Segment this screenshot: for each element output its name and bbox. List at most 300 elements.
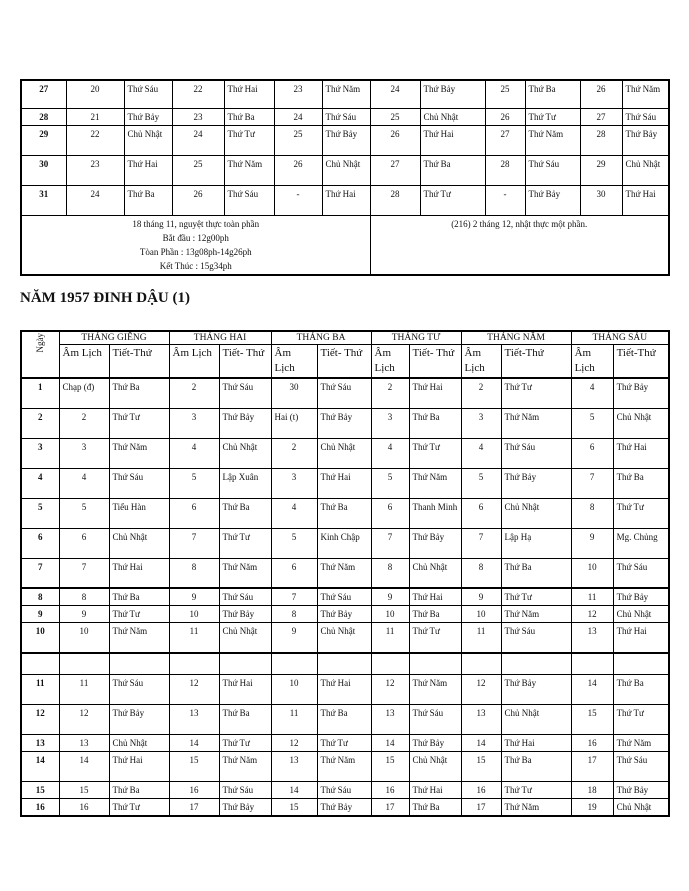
lunar-date: Chạp (đ) xyxy=(59,378,109,408)
weekday-cell: Thứ Năm xyxy=(219,558,271,588)
weekday-cell: Thứ Bảy xyxy=(219,408,271,438)
weekday-cell: Thứ Bảy xyxy=(501,468,571,498)
weekday-cell: Thứ Ba xyxy=(420,155,485,185)
tiet-thu-header: Tiết- Thứ xyxy=(409,345,461,379)
lunar-date: 5 xyxy=(371,468,409,498)
weekday-cell: Thứ Hai xyxy=(109,558,169,588)
lunar-date: 7 xyxy=(59,558,109,588)
weekday-cell: Chủ Nhật xyxy=(219,623,271,653)
weekday-cell: Thứ Năm xyxy=(501,408,571,438)
weekday-cell: Thứ Tư xyxy=(420,185,485,215)
lunar-date: 5 xyxy=(571,408,613,438)
lunar-date: 4 xyxy=(461,438,501,468)
lunar-date: 26 xyxy=(485,108,525,125)
weekday-cell: Thứ Năm xyxy=(525,125,580,155)
lunar-date: 19 xyxy=(571,799,613,817)
table-row xyxy=(21,623,669,653)
weekday-cell: Thứ Bảy xyxy=(317,606,371,623)
lunar-date: 16 xyxy=(371,782,409,799)
day-number: 9 xyxy=(21,606,59,623)
weekday-cell: Thứ Năm xyxy=(409,675,461,705)
weekday-cell: Thứ Năm xyxy=(219,752,271,782)
weekday-cell: Thứ Sáu xyxy=(622,108,669,125)
table-row xyxy=(21,558,669,588)
weekday-cell: Thứ Sáu xyxy=(124,80,172,108)
weekday-cell: Thứ Hai xyxy=(613,438,669,468)
weekday-cell: Thứ Sáu xyxy=(317,588,371,606)
weekday-cell: Thứ Hai xyxy=(420,125,485,155)
weekday-cell: Thứ Tư xyxy=(109,799,169,817)
weekday-cell: Thứ Năm xyxy=(109,438,169,468)
lunar-date: 25 xyxy=(485,80,525,108)
lunar-date: 30 xyxy=(580,185,622,215)
lunar-date: 6 xyxy=(461,498,501,528)
month-header: THÁNG BA xyxy=(271,331,371,345)
table-row xyxy=(21,528,669,558)
day-number: 7 xyxy=(21,558,59,588)
lunar-date: 13 xyxy=(59,735,109,752)
weekday-cell: Thứ Ba xyxy=(124,185,172,215)
table-row xyxy=(21,155,669,185)
lunar-date: 17 xyxy=(169,799,219,817)
previous-year-table xyxy=(20,79,670,276)
lunar-date: 15 xyxy=(169,752,219,782)
lunar-date: 10 xyxy=(461,606,501,623)
lunar-date: 16 xyxy=(571,735,613,752)
day-number: 8 xyxy=(21,588,59,606)
weekday-cell: Thứ Ba xyxy=(525,80,580,108)
weekday-cell: Thứ Ba xyxy=(409,799,461,817)
weekday-cell: Thứ Hai xyxy=(501,735,571,752)
lunar-date: 3 xyxy=(461,408,501,438)
lunar-date: 4 xyxy=(371,438,409,468)
weekday-cell: Thứ Bảy xyxy=(109,705,169,735)
weekday-cell: Mg. Chủng xyxy=(613,528,669,558)
table-row xyxy=(21,782,669,799)
lunar-date: 8 xyxy=(271,606,317,623)
lunar-date: 15 xyxy=(271,799,317,817)
weekday-cell: Thứ Sáu xyxy=(219,782,271,799)
day-number: 11 xyxy=(21,675,59,705)
weekday-cell: Thứ Năm xyxy=(613,735,669,752)
day-number: 1 xyxy=(21,378,59,408)
weekday-cell: Chủ Nhật xyxy=(501,705,571,735)
weekday-cell: Thứ Hai xyxy=(409,782,461,799)
weekday-cell: Thứ Ba xyxy=(409,408,461,438)
weekday-cell: Chủ Nhật xyxy=(109,735,169,752)
lunar-date: 14 xyxy=(461,735,501,752)
weekday-cell: Chủ Nhật xyxy=(409,752,461,782)
weekday-cell: Thứ Năm xyxy=(501,606,571,623)
lunar-calendar-table xyxy=(20,330,670,817)
weekday-cell: Thứ Hai xyxy=(622,185,669,215)
lunar-date: 12 xyxy=(571,606,613,623)
weekday-cell: Thứ Ba xyxy=(409,606,461,623)
tiet-thu-header: Tiết- Thứ xyxy=(317,345,371,379)
lunar-date: 11 xyxy=(461,623,501,653)
lunar-date: 27 xyxy=(485,125,525,155)
table-row xyxy=(21,752,669,782)
weekday-cell: Thứ Tư xyxy=(409,438,461,468)
lunar-date: 5 xyxy=(59,498,109,528)
lunar-date: 7 xyxy=(271,588,317,606)
weekday-cell: Thứ Bảy xyxy=(613,378,669,408)
weekday-cell: Thứ Bảy xyxy=(613,588,669,606)
table-row xyxy=(21,799,669,817)
lunar-date xyxy=(169,653,219,675)
weekday-cell: Chủ Nhật xyxy=(219,438,271,468)
lunar-date: 10 xyxy=(371,606,409,623)
lunar-date: 20 xyxy=(66,80,124,108)
am-lich-header: Âm Lịch xyxy=(271,345,317,379)
weekday-cell: Thứ Hai xyxy=(219,675,271,705)
weekday-cell: Thứ Bảy xyxy=(322,125,370,155)
weekday-cell: Thứ Bảy xyxy=(409,735,461,752)
lunar-date: 28 xyxy=(580,125,622,155)
weekday-cell: Thứ Sáu xyxy=(219,378,271,408)
weekday-cell: Thứ Hai xyxy=(109,752,169,782)
lunar-date: 25 xyxy=(172,155,224,185)
weekday-cell: Thứ Ba xyxy=(109,588,169,606)
weekday-cell: Thứ Tư xyxy=(501,378,571,408)
lunar-date: 16 xyxy=(461,782,501,799)
weekday-cell: Thứ Tư xyxy=(109,408,169,438)
note-line: 18 tháng 11, nguyệt thực toàn phần xyxy=(132,218,260,229)
lunar-date: 26 xyxy=(172,185,224,215)
weekday-cell: Thứ Ba xyxy=(613,468,669,498)
am-lich-header: Âm Lịch xyxy=(59,345,109,379)
lunar-date: 22 xyxy=(172,80,224,108)
day-number: 14 xyxy=(21,752,59,782)
day-number xyxy=(21,653,59,675)
lunar-date: 11 xyxy=(169,623,219,653)
am-lich-header: Âm Lịch xyxy=(571,345,613,379)
ngay-header xyxy=(21,331,59,378)
day-number: 12 xyxy=(21,705,59,735)
weekday-cell: Thứ Hai xyxy=(317,675,371,705)
lunar-date: 25 xyxy=(274,125,322,155)
day-number: 6 xyxy=(21,528,59,558)
weekday-cell: Thứ Sáu xyxy=(317,782,371,799)
weekday-cell: Thứ Bảy xyxy=(219,799,271,817)
table-row xyxy=(21,438,669,468)
lunar-date: 5 xyxy=(271,528,317,558)
lunar-date: 23 xyxy=(66,155,124,185)
lunar-date: 4 xyxy=(571,378,613,408)
tiet-thu-header: Tiết-Thứ xyxy=(613,345,669,379)
tiet-thu-header: Tiết-Thứ xyxy=(501,345,571,379)
weekday-cell: Thứ Tư xyxy=(501,782,571,799)
lunar-date: 7 xyxy=(571,468,613,498)
lunar-date: 14 xyxy=(59,752,109,782)
weekday-cell: Thứ Sáu xyxy=(501,623,571,653)
weekday-cell: Thứ Hai xyxy=(317,468,371,498)
weekday-cell: Thứ Ba xyxy=(317,498,371,528)
weekday-cell: Thứ Năm xyxy=(317,558,371,588)
lunar-date: 4 xyxy=(59,468,109,498)
month-header: THÁNG NĂM xyxy=(461,331,571,345)
weekday-cell: Thanh Minh xyxy=(409,498,461,528)
lunar-date xyxy=(59,653,109,675)
lunar-date: 16 xyxy=(59,799,109,817)
day-number: 29 xyxy=(21,125,66,155)
month-header: THÁNG TƯ xyxy=(371,331,461,345)
day-number: 13 xyxy=(21,735,59,752)
sub-header-row xyxy=(21,345,669,379)
lunar-date: 13 xyxy=(271,752,317,782)
weekday-cell: Thứ Ba xyxy=(219,498,271,528)
month-header-row xyxy=(21,331,669,345)
lunar-date: 6 xyxy=(571,438,613,468)
weekday-cell: Thứ Bảy xyxy=(409,528,461,558)
am-lich-header: Âm Lịch xyxy=(371,345,409,379)
weekday-cell xyxy=(613,653,669,675)
ngay-label: Ngày xyxy=(35,333,46,353)
lunar-date: 10 xyxy=(169,606,219,623)
weekday-cell: Thứ Sáu xyxy=(501,438,571,468)
lunar-date: 8 xyxy=(169,558,219,588)
lunar-date: 2 xyxy=(59,408,109,438)
lunar-date: 6 xyxy=(169,498,219,528)
lunar-date: 24 xyxy=(66,185,124,215)
weekday-cell: Thứ Bảy xyxy=(420,80,485,108)
lunar-date: 15 xyxy=(59,782,109,799)
lunar-date: 11 xyxy=(271,705,317,735)
lunar-date: 10 xyxy=(571,558,613,588)
lunar-date: 28 xyxy=(370,185,420,215)
weekday-cell: Thứ Tư xyxy=(613,705,669,735)
weekday-cell: Thứ Bảy xyxy=(501,675,571,705)
weekday-cell: Thứ Sáu xyxy=(317,378,371,408)
lunar-date: 30 xyxy=(271,378,317,408)
lunar-date: 29 xyxy=(580,155,622,185)
day-number: 31 xyxy=(21,185,66,215)
lunar-date: 3 xyxy=(371,408,409,438)
weekday-cell: Chủ Nhật xyxy=(317,623,371,653)
lunar-date: 8 xyxy=(371,558,409,588)
lunar-date: 6 xyxy=(271,558,317,588)
weekday-cell: Chủ Nhật xyxy=(124,125,172,155)
month-header: THÁNG GIÊNG xyxy=(59,331,169,345)
weekday-cell: Tiểu Hàn xyxy=(109,498,169,528)
weekday-cell: Thứ Sáu xyxy=(613,752,669,782)
lunar-date: 13 xyxy=(461,705,501,735)
weekday-cell: Chủ Nhật xyxy=(613,606,669,623)
weekday-cell: Thứ Ba xyxy=(317,705,371,735)
weekday-cell: Thứ Tư xyxy=(224,125,274,155)
am-lich-header: Âm Lịch xyxy=(169,345,219,379)
weekday-cell: Thứ Sáu xyxy=(409,705,461,735)
weekday-cell: Thứ Bảy xyxy=(613,782,669,799)
lunar-date: 3 xyxy=(271,468,317,498)
weekday-cell: Thứ Năm xyxy=(622,80,669,108)
weekday-cell: Thứ Hai xyxy=(409,378,461,408)
weekday-cell: Thứ Bảy xyxy=(317,799,371,817)
lunar-date: 15 xyxy=(371,752,409,782)
lunar-date: 3 xyxy=(169,408,219,438)
lunar-date: 24 xyxy=(172,125,224,155)
lunar-date: 12 xyxy=(169,675,219,705)
lunar-date: - xyxy=(274,185,322,215)
lunar-date: 3 xyxy=(59,438,109,468)
lunar-date: 26 xyxy=(274,155,322,185)
weekday-cell xyxy=(317,653,371,675)
weekday-cell: Thứ Tư xyxy=(525,108,580,125)
weekday-cell: Chủ Nhật xyxy=(322,155,370,185)
weekday-cell: Thứ Hai xyxy=(409,588,461,606)
year-title: NĂM 1957 ĐINH DẬU (1) xyxy=(20,290,190,306)
lunar-date: 22 xyxy=(66,125,124,155)
lunar-date: 23 xyxy=(172,108,224,125)
weekday-cell: Thứ Sáu xyxy=(224,185,274,215)
lunar-date: 12 xyxy=(461,675,501,705)
day-number: 3 xyxy=(21,438,59,468)
lunar-date: 2 xyxy=(271,438,317,468)
weekday-cell: Thứ Sáu xyxy=(525,155,580,185)
lunar-date: 9 xyxy=(571,528,613,558)
eclipse-note-right: (216) 2 tháng 12, nhật thực một phần. xyxy=(370,215,669,275)
lunar-date: 13 xyxy=(571,623,613,653)
lunar-date: 17 xyxy=(571,752,613,782)
lunar-date: 26 xyxy=(580,80,622,108)
lunar-date: 17 xyxy=(461,799,501,817)
lunar-date: 9 xyxy=(169,588,219,606)
weekday-cell: Thứ Ba xyxy=(109,378,169,408)
lunar-date: 24 xyxy=(274,108,322,125)
table-row xyxy=(21,588,669,606)
lunar-date: 14 xyxy=(371,735,409,752)
weekday-cell: Thứ Bảy xyxy=(317,408,371,438)
lunar-date: 7 xyxy=(371,528,409,558)
weekday-cell: Chủ Nhật xyxy=(420,108,485,125)
lunar-date: 6 xyxy=(371,498,409,528)
day-number: 2 xyxy=(21,408,59,438)
am-lich-header: Âm Lịch xyxy=(461,345,501,379)
weekday-cell: Chủ Nhật xyxy=(317,438,371,468)
lunar-date: 10 xyxy=(271,675,317,705)
weekday-cell: Thứ Năm xyxy=(322,80,370,108)
table-row xyxy=(21,735,669,752)
lunar-date: 21 xyxy=(66,108,124,125)
weekday-cell: Thứ Tư xyxy=(501,588,571,606)
day-number: 4 xyxy=(21,468,59,498)
empty-row xyxy=(21,653,669,675)
lunar-date: 18 xyxy=(571,782,613,799)
weekday-cell: Thứ Hai xyxy=(124,155,172,185)
lunar-date: 24 xyxy=(370,80,420,108)
weekday-cell: Thứ Hai xyxy=(322,185,370,215)
day-number: 5 xyxy=(21,498,59,528)
lunar-date: 14 xyxy=(571,675,613,705)
weekday-cell: Thứ Năm xyxy=(501,799,571,817)
table-row xyxy=(21,606,669,623)
lunar-date: 15 xyxy=(571,705,613,735)
weekday-cell: Thứ Bảy xyxy=(622,125,669,155)
weekday-cell: Thứ Hai xyxy=(224,80,274,108)
lunar-date: 8 xyxy=(59,588,109,606)
day-number: 15 xyxy=(21,782,59,799)
lunar-date: 17 xyxy=(371,799,409,817)
weekday-cell: Thứ Tư xyxy=(317,735,371,752)
note-line: Bắt đầu : 12g00ph xyxy=(162,232,229,243)
lunar-date: 4 xyxy=(271,498,317,528)
weekday-cell xyxy=(409,653,461,675)
lunar-date: Hai (t) xyxy=(271,408,317,438)
lunar-date: 26 xyxy=(370,125,420,155)
weekday-cell: Thứ Sáu xyxy=(219,588,271,606)
lunar-date: 11 xyxy=(571,588,613,606)
month-header: THÁNG HAI xyxy=(169,331,271,345)
weekday-cell: Thứ Bảy xyxy=(219,606,271,623)
weekday-cell: Thứ Bảy xyxy=(124,108,172,125)
weekday-cell: Thứ Ba xyxy=(501,558,571,588)
weekday-cell: Chủ Nhật xyxy=(501,498,571,528)
tiet-thu-header: Tiết-Thứ xyxy=(109,345,169,379)
lunar-date: 2 xyxy=(169,378,219,408)
notes-row xyxy=(21,215,669,275)
lunar-date: 27 xyxy=(370,155,420,185)
weekday-cell: Thứ Bảy xyxy=(525,185,580,215)
lunar-date: 9 xyxy=(59,606,109,623)
table-row xyxy=(21,125,669,155)
weekday-cell: Thứ Sáu xyxy=(109,468,169,498)
lunar-date: 16 xyxy=(169,782,219,799)
lunar-date: - xyxy=(485,185,525,215)
weekday-cell: Thứ Tư xyxy=(409,623,461,653)
table-row xyxy=(21,468,669,498)
lunar-date: 25 xyxy=(370,108,420,125)
weekday-cell: Thứ Tư xyxy=(613,498,669,528)
weekday-cell xyxy=(219,653,271,675)
lunar-date: 9 xyxy=(271,623,317,653)
lunar-date: 4 xyxy=(169,438,219,468)
weekday-cell: Chủ Nhật xyxy=(613,408,669,438)
day-number: 30 xyxy=(21,155,66,185)
table-row xyxy=(21,80,669,108)
weekday-cell: Thứ Sáu xyxy=(613,558,669,588)
lunar-date: 28 xyxy=(485,155,525,185)
weekday-cell: Thứ Ba xyxy=(224,108,274,125)
weekday-cell xyxy=(109,653,169,675)
lunar-date: 9 xyxy=(371,588,409,606)
lunar-date: 23 xyxy=(274,80,322,108)
table-row xyxy=(21,408,669,438)
lunar-date xyxy=(371,653,409,675)
lunar-date xyxy=(461,653,501,675)
weekday-cell: Lập Hạ xyxy=(501,528,571,558)
weekday-cell: Lập Xuân xyxy=(219,468,271,498)
lunar-date: 8 xyxy=(571,498,613,528)
weekday-cell: Thứ Ba xyxy=(501,752,571,782)
lunar-date: 11 xyxy=(59,675,109,705)
weekday-cell: Thứ Hai xyxy=(613,623,669,653)
lunar-date xyxy=(271,653,317,675)
weekday-cell: Thứ Tư xyxy=(219,528,271,558)
day-number: 28 xyxy=(21,108,66,125)
table-row xyxy=(21,108,669,125)
weekday-cell: Chủ Nhật xyxy=(613,799,669,817)
lunar-date: 14 xyxy=(271,782,317,799)
weekday-cell: Chủ Nhật xyxy=(409,558,461,588)
weekday-cell: Thứ Sáu xyxy=(322,108,370,125)
day-number: 10 xyxy=(21,623,59,653)
day-number: 27 xyxy=(21,80,66,108)
weekday-cell xyxy=(501,653,571,675)
lunar-date: 13 xyxy=(169,705,219,735)
weekday-cell: Thứ Tư xyxy=(109,606,169,623)
lunar-date: 11 xyxy=(371,623,409,653)
table-row xyxy=(21,185,669,215)
